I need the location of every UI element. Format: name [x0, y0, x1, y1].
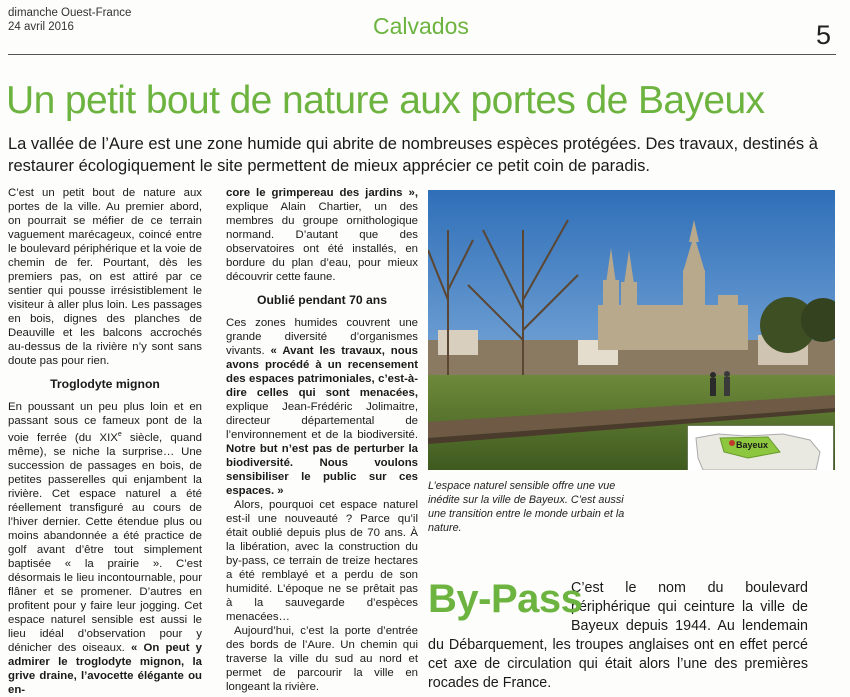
- issue-date: 24 avril 2016: [8, 21, 74, 33]
- photo-caption: L’espace naturel sensible offre une vue inédite sur la ville de Bayeux. C’est aussi une transition entre le monde urbain et la nature.: [428, 480, 625, 534]
- col2-quote-2: Notre but n’est pas de perturber la biodiversité. Nous voulons sensibiliser le public sur ces espaces. »: [226, 443, 418, 497]
- col1-paragraph-2-text: En poussant un peu plus loin et en passant sous ce fameux pont de la voie ferrée (du XIXe siècle, quand même), se niche la surprise… Une succession de passages en bois, de petites passerelles qui enjambent la rivière. Cet espace naturel a été réellement transfiguré au cours de l’hiver dernier. Cette étendue plus ou moins abandonnée a été practice de golf avant d’être tout simplement baptisée « la prairie ». C’est désormais le lieu incontournable, pour flâner et se promener. D’autres en profitent pour y faire leur jogging. Cet espace naturel sensible est aussi le lieu idéal d’observation pour y dénicher des oiseaux.: [8, 401, 203, 654]
- cathedral-landscape-illustration: [428, 190, 835, 470]
- col2-paragraph-2-tail: explique Jean-Frédéric Jolimaitre, directeur départemental de l’environnement et de la biodiversité.: [226, 401, 418, 441]
- page-number: 5: [816, 20, 832, 50]
- col2-quote-1: « Avant les travaux, nous avons procédé à un recensement des espaces patrimoniales, c’est-à-dire celles qui sont menacées,: [226, 345, 418, 399]
- paper-name: dimanche Ouest-France: [8, 7, 132, 19]
- map-label-bayeux: Bayeux: [736, 440, 769, 450]
- section-name: Calvados: [373, 13, 469, 39]
- bayeux-photo: [428, 190, 835, 470]
- bypass-title: By-Pass: [428, 577, 583, 621]
- col2-paragraph-2: [226, 316, 418, 498]
- masthead-paper-date: [8, 6, 131, 34]
- headline: Un petit bout de nature aux portes de Bayeux: [6, 79, 765, 122]
- col1-quote: « On peut y admirer le troglodyte mignon, la grive draine, l’avocette élégante ou en-: [8, 641, 202, 696]
- col2-paragraph-1: [226, 186, 418, 284]
- col2-paragraph-3: Alors, pourquoi cet espace naturel est-il une nouveauté ? Parce qu’il était oublié depuis plus de 70 ans. À la libération, avec la construction du by-pass, ce terrain de treize hectares a été remblayé et a perdu de son humidité. L’époque ne se prêtait pas à la sauvegarde d’espèces menacées…: [226, 499, 418, 623]
- subhead-troglodyte: Troglodyte mignon: [50, 377, 160, 391]
- col2-quote-end: core le grimpereau des jardins »,: [226, 187, 418, 199]
- col1-paragraph-1: C’est un petit bout de nature aux portes de la ville. Au premier abord, on pourrait se méfier de ce terrain vaguement marécageux, coincé entre le boulevard périphérique et la voie de chemin de fer. Pourtant, dès les premiers pas, on est attiré par ce sentier qui pousse irrésistiblement le visiteur à aller plus loin. Les passages en bois, dignes des planches de Deauville et les balcons accrochés au-dessus de la rivière n’y sont sans doute pas pour rien.: [8, 187, 202, 367]
- standfirst: La vallée de l’Aure est une zone humide qui abrite de nombreuses espèces protégées. Des travaux, destinés à restaurer écologiquement le site permettent de mieux apprécier ce petit coin de paradis.: [8, 135, 818, 175]
- normandy-map-inset: [688, 426, 833, 470]
- col2-paragraph-1-text: explique Alain Chartier, un des membres du groupe ornithologique normand. D’autant que des observatoires ont été installés, en bordure du plan d’eau, pour mieux découvrir cette faune.: [226, 201, 418, 283]
- col1-paragraph-2: [8, 400, 202, 697]
- article-column-1: [8, 186, 202, 697]
- map-marker-icon: [729, 440, 735, 446]
- col2-paragraph-2-text: Ces zones humides couvrent une grande diversité d’organismes vivants.: [226, 317, 418, 357]
- bypass-text: C’est le nom du boulevard périphérique qui ceinture la ville de Bayeux depuis 1944. Au lendemain du Débarquement, les troupes anglaises ont en effet percé cet axe de circulation qui était alors l’une des premières rocades de France.: [428, 580, 808, 691]
- header-rule: [8, 54, 836, 55]
- subhead-oublie: Oublié pendant 70 ans: [256, 293, 388, 307]
- article-column-2: [226, 186, 418, 694]
- col2-paragraph-4: Aujourd’hui, c’est la porte d’entrée des bords de l’Aure. Un chemin qui traverse la ville du sud au nord et permet de parcourir la ville en longeant la rivière.: [226, 625, 418, 693]
